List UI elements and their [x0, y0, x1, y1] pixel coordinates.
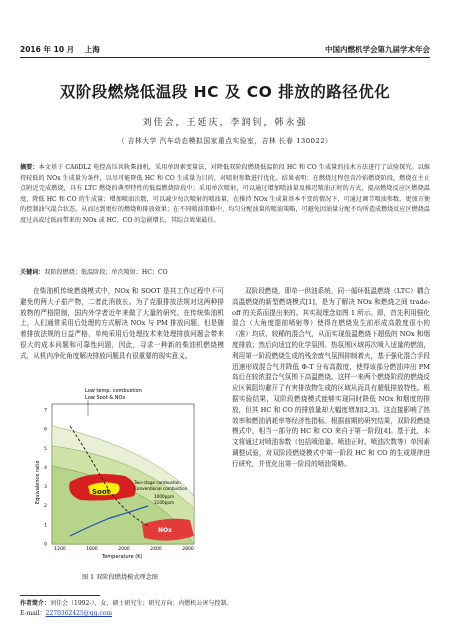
email-link[interactable]: 2270362425@qq.com [45, 610, 113, 617]
x-tick-label: 2000 [118, 547, 130, 552]
footnote [20, 599, 430, 619]
x-ticks [54, 546, 194, 552]
header-place: 上海 [84, 45, 100, 54]
page-header [20, 44, 430, 58]
fig-annot-two-stage: Two-stage combustion [134, 480, 181, 485]
body-left-paragraph: 在柴油机传统燃烧模式中，NOx 和 SOOT 是其工作过程中不可避免的两大子茄产物，二者此消彼长。为了克服排放法规对这两种排放物的严格限制，国内外学者近年来做了大量的研究。在传统柴油机上，人们通常采用后处理的方式解决 NOx 与 PM 排放问题，但是随着排放法规的日益严格，单纯采用后处理技术来处理排放问题会带来很大的成本问题和可靠性问题，因此，寻求一种新的柴油机燃烧模式，从机内净化角度解决排放问题具有很重要的现实意义。 [20, 287, 224, 360]
paper-title: 双阶段燃烧低温段 HC 及 CO 排放的路径优化 [59, 83, 391, 101]
header-left [20, 44, 108, 55]
x-tick-label: 1200 [54, 547, 66, 552]
figure-1-diagram [30, 386, 200, 561]
keywords [20, 267, 430, 276]
nox-label: NOx [158, 527, 172, 534]
y-tick-label: 7 [44, 408, 47, 414]
x-axis-label: Temperature (K) [102, 554, 143, 560]
body-right-paragraph: 双阶段燃烧，即单一供油系统，同一循环低温燃烧（LTC）耦合高温燃烧的新型燃烧模式[1]，是为了解决 NOx 和燃烧之间 trade-off 的关系而提出来的。其实现理念如图 1 所示。即，首先利用强化混合（大角度提前喷射等）使得在燃烧发生前形成高散度很小的（准）均质、较稀的混合气，从而实现低温燃烧下超低的 NOx 和烟度排放；然后向适宜的化学氛围、热氛围区域再次喷入适量的燃油，利用第一阶段燃烧生成的残余废气氛围抑制着火，基于强化混合手段迅速形成混合气并降低 Φ-T 分布高散度，使得该部分燃油冲出 PM 岛后在较浓混合气氛围下高温燃烧。这样一来两个燃烧阶段的燃烧反应区氧阻均避开了有害排放物生成的区域从而具有超低排放特性。根据实验结果，双阶段燃烧模式能够实现同时降低 NOx 和烟度的排放，但其 HC 和 CO 的排放量却大幅度增加[2,3]。这直接影响了热效率和燃油消耗率等经济性指标。根据前期的研究结果，双阶段燃烧模式中，相当一部分的 HC 和 CO 来自于第一阶段[4]。基于此，本文将通过对喷油参数（包括喷油量、喷油正时、喷油次数等）单因素调整试验，对双阶段燃烧模式中第一阶段 HC 和 CO 的生成规律进行研究，并优化出第一阶段的喷油策略。 [232, 287, 430, 468]
paper-authors: 刘佳会，王延庆，李润钊，韩永强 [142, 118, 308, 128]
y-tick-label: 3 [44, 485, 47, 491]
abstract [20, 163, 430, 227]
y-ticks [44, 408, 47, 548]
y-tick-label: 2 [44, 504, 47, 510]
fig-legend-1: 1000ppm [154, 494, 175, 499]
footnote-email-label: E-mail： [20, 610, 46, 617]
footnote-email [20, 609, 430, 619]
header-date: 2016 年 10 月 [20, 45, 75, 54]
x-tick-label: 1600 [86, 547, 98, 552]
fig-annot-low-soot: Low Soot & NOx [85, 395, 126, 401]
header-conference: 中国内燃机学会第九届学术年会 [325, 45, 430, 54]
y-tick-label: 5 [44, 446, 47, 452]
paper-affiliation: （ 吉林大学 汽车动态模拟国家重点实验室，吉林 长春 130022） [117, 137, 333, 145]
abstract-label: 摘要： [20, 164, 39, 171]
fig-legend-2: 1100ppm [154, 500, 175, 505]
footnote-author-label: 作者简介： [20, 600, 51, 607]
footnote-author [20, 599, 430, 609]
footnote-divider [20, 595, 100, 596]
x-tick-label: 2400 [150, 547, 162, 552]
header-divider [20, 57, 430, 58]
keywords-text: 双阶段燃烧；低温阶段；单次喷射；HC；CO [44, 269, 168, 276]
y-tick-label: 6 [44, 427, 47, 433]
fig-annot-conventional: Conventional combustion [134, 486, 188, 491]
footnote-author-text: 刘佳会（1992-），女，硕士研究生；研究方向：内燃机公害与控制。 [50, 600, 233, 607]
y-tick-label: 0 [44, 542, 47, 548]
x-tick-label: 2800 [182, 547, 194, 552]
keywords-label: 关键词： [20, 269, 45, 276]
abstract-text: 本文基于 CA6DL2 电控高压共轨柴油机，采用单因素变量法，对降低双阶段燃烧低温阶段 HC 和 CO 生成量的技术方法进行了试验探究。以维持较低的 NOx 生成量为条件，以尽可能降低 HC 和 CO 生成量为目的，对喷射参数进行优化。结果表明：在燃烧过程包含冷焰燃烧阶段，燃烧在主止点附近完成燃烧，具有 LTC 燃烧的典型特性的低温燃烧阶段中；采用单次喷射，可以通过增加喷油量及推迟喷油正时的方式，提高燃烧反应区燃烧温度，降低 HC 和 CO 的生成量；增加喷油次数，可以减少每次喷射的喷油量，在推持 NOx 生成量基本不变的情况下，可通过调节喷油参数，更加方便的控制油气混合状态，从而达到更好的燃烧和排放效果；在不同喷油策略中，均匀分配油量的喷油策略，可避免因油量分配不均所造成燃烧反应区燃烧温度过高或过低而带来的 NOx 或 HC、CO 的急剧增长，其综合效果最佳。 [20, 164, 430, 224]
y-axis-label: Equivalence ratio [35, 460, 41, 504]
fig-annot-low-temp: Low temp. combustion [85, 388, 142, 394]
figure-caption: 图 1 双阶段燃烧模式理念图 [82, 574, 158, 581]
y-tick-label: 1 [44, 523, 47, 529]
y-tick-label: 4 [44, 465, 47, 471]
soot-label: Soot [92, 488, 111, 496]
